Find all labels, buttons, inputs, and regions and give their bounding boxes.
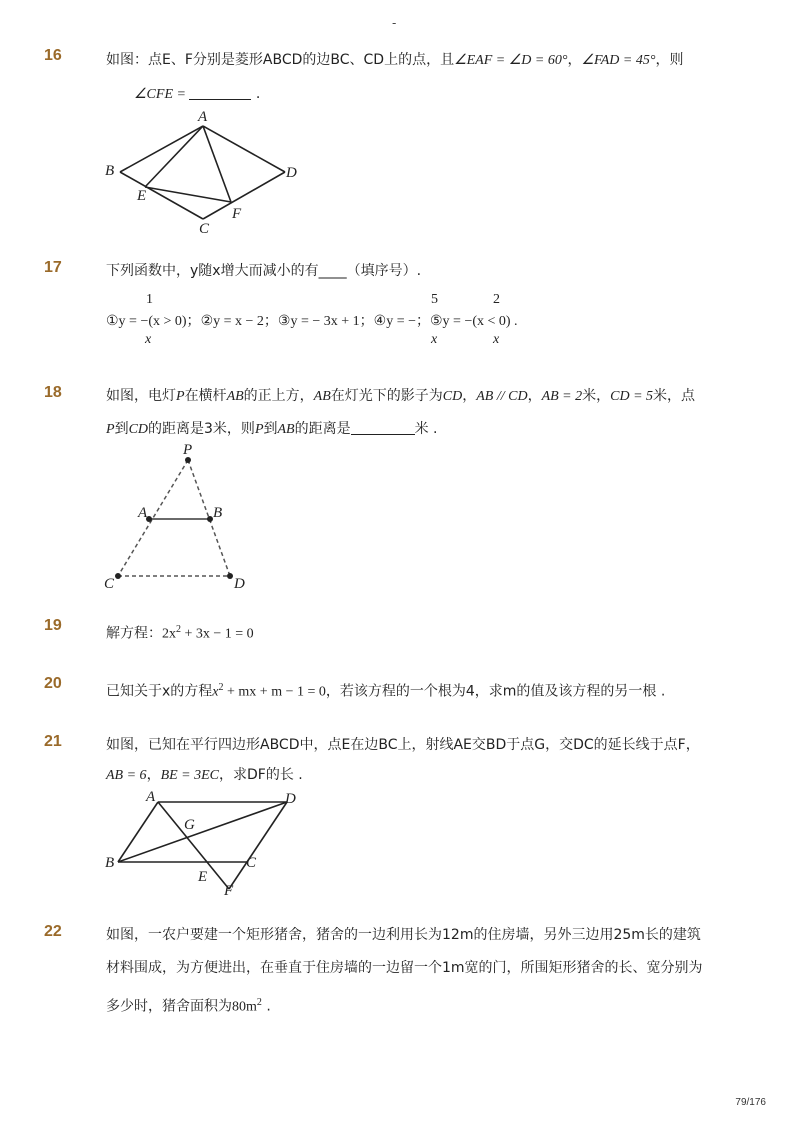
q18-line2: P到CD的距离是3米，则P到AB的距离是 米 . [106,421,438,437]
q17-denominator-4: x [431,332,438,347]
answer-blank [351,434,415,435]
label-C: C [104,576,115,592]
segment-AF [203,126,231,202]
edge-CD [203,172,285,219]
label-P: P [183,442,193,458]
edge-AB [118,802,158,862]
q16-line1: 如图：点E、F分别是菱形ABCD的边BC、CD上的点，且∠EAF = ∠D = 60°，∠FAD = 45°，则 [106,52,684,68]
label-A: A [198,109,208,125]
q19-text: 解方程：$2x^2 + 3x - 1 = 0$ [106,624,254,642]
q17-denominator-1: x [145,332,152,347]
diagonal-BD [118,802,287,862]
question-number-22: 22 [44,923,62,940]
q22-line1: 如图，一农户要建一个矩形猪舍，猪舍的一边利用长为12m的住房墙，另外三边用25m长的建筑 [106,927,701,943]
q16-line2: ∠CFE = . [134,86,261,102]
label-E: E [198,869,208,885]
q21-parallelogram-figure [100,785,325,900]
label-D: D [286,165,297,181]
q18-line1: 如图，电灯P在横杆AB的正上方，AB在灯光下的影子为CD，AB // CD，AB = 2米，CD = 5米，点 [106,388,696,404]
q22-line2: 材料围成，为方便进出，在垂直于住房墙的一边留一个1m宽的门，所围矩形猪舍的长、宽分别为 [106,960,703,976]
q17-numerator-4: 5 [431,292,438,307]
point-D [227,573,233,579]
label-B: B [213,505,223,521]
question-number-20: 20 [44,675,62,692]
q16-rhombus-figure [100,105,310,240]
question-number-21: 21 [44,733,62,750]
answer-blank [189,99,251,100]
q17-numerator-5: 2 [493,292,500,307]
question-number-17: 17 [44,259,62,276]
segment-EF [145,187,231,202]
q17-text: 下列函数中，y随x增大而减小的有____（填序号）. [106,263,422,279]
q21-line2: AB = 6，BE = 3EC，求DF的长 . [106,767,303,783]
q17-denominator-5: x [493,332,500,347]
header-dash: - [392,16,397,30]
edge-DC [247,802,287,862]
q17-numerator-1: 1 [146,292,153,307]
ray-AF [158,802,229,889]
page-number: 79/176 [735,1097,766,1108]
label-B: B [105,855,115,871]
question-number-18: 18 [44,384,62,401]
label-A: A [146,789,156,805]
segment-AE [145,126,203,187]
label-E: E [137,188,147,204]
q20-text: 已知关于x的方程$x^2$ + mx + m − 1 = 0，若该方程的一个根为4，求m的值及该方程的另一根 . [106,682,666,700]
edge-AB [120,126,203,172]
point-C [115,573,121,579]
question-number-19: 19 [44,617,62,634]
label-A: A [138,505,148,521]
label-B: B [105,163,115,179]
label-C: C [199,221,210,237]
q21-line1: 如图，已知在平行四边形ABCD中，点E在边BC上，射线AE交BD于点G，交DC的延长线于点F， [106,737,700,753]
label-F: F [224,883,234,899]
q22-line3: 多少时，猪舍面积为$80m^2$ . [106,997,271,1015]
label-G: G [184,817,195,833]
q18-lamp-figure [98,440,258,595]
question-number-16: 16 [44,47,62,64]
q17-function-list: ①y = −(x > 0)；②y = x − 2；③y = − 3x + 1；④y = −；⑤y = −(x < 0) . [106,314,518,329]
label-F: F [232,206,242,222]
label-C: C [246,855,257,871]
label-D: D [285,791,296,807]
label-D: D [234,576,245,592]
edge-DA [203,126,285,172]
ray-PC [118,460,188,576]
